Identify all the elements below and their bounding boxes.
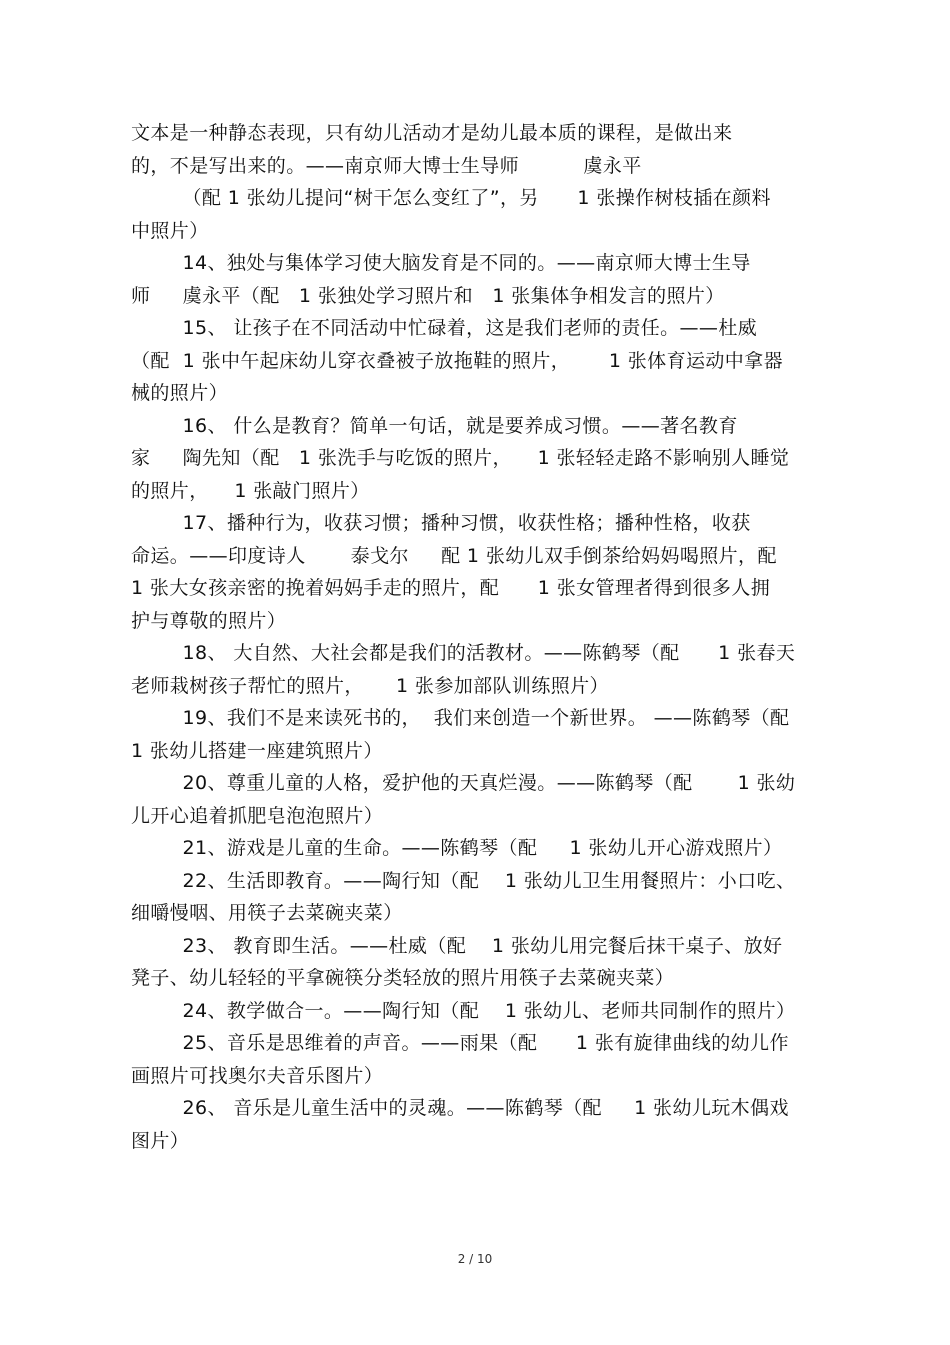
- text-line: 师 虞永平（配 1 张独处学习照片和 1 张集体争相发言的照片）: [131, 284, 725, 307]
- text-line: 命运。——印度诗人 泰戈尔 配 1 张幼儿双手倒茶给妈妈喝照片，配: [131, 544, 777, 567]
- text-line: 22、生活即教育。——陶行知（配 1 张幼儿卫生用餐照片：小口吃、: [131, 869, 796, 892]
- text-line: 家 陶先知（配 1 张洗手与吃饭的照片， 1 张轻轻走路不影响别人睡觉: [131, 447, 790, 469]
- text-line: 19、我们不是来读死书的， 我们来创造一个新世界。 ——陈鹤琴（配: [131, 707, 790, 729]
- text-line: 中照片）: [131, 219, 209, 242]
- text-line: 20、尊重儿童的人格，爱护他的天真烂漫。——陈鹤琴（配 1 张幼: [131, 772, 796, 794]
- text-line: （配 1 张幼儿提问“树干怎么变红了”，另 1 张操作树枝插在颜料: [131, 187, 771, 209]
- text-line: 械的照片）: [131, 382, 229, 404]
- text-line: 的照片， 1 张敲门照片）: [131, 479, 370, 502]
- page-number: 2 / 10: [457, 1252, 493, 1266]
- text-line: 护与尊敬的照片）: [131, 609, 287, 632]
- text-line: 24、教学做合一。——陶行知（配 1 张幼儿、老师共同制作的照片）: [131, 999, 796, 1022]
- text-line: 16、 什么是教育？简单一句话，就是要养成习惯。——著名教育: [131, 414, 738, 437]
- text-line: 凳子、幼儿轻轻的平拿碗筷分类轻放的照片用筷子去菜碗夹菜）: [131, 967, 675, 989]
- text-line: 21、游戏是儿童的生命。——陈鹤琴（配 1 张幼儿开心游戏照片）: [131, 837, 783, 859]
- text-line: 23、 教育即生活。——杜威（配 1 张幼儿用完餐后抹干桌子、放好: [131, 934, 783, 957]
- text-line: 细嚼慢咽、用筷子去菜碗夹菜）: [131, 902, 403, 924]
- text-line: 画照片可找奥尔夫音乐图片）: [131, 1064, 384, 1087]
- text-line: 25、音乐是思维着的声音。——雨果（配 1 张有旋律曲线的幼儿作: [131, 1032, 789, 1054]
- text-line: 老师栽树孩子帮忙的照片， 1 张参加部队训练照片）: [131, 674, 609, 697]
- text-line: 15、 让孩子在不同活动中忙碌着，这是我们老师的责任。——杜威: [131, 317, 758, 339]
- text-line: 18、 大自然、大社会都是我们的活教材。——陈鹤琴（配 1 张春天: [131, 642, 796, 664]
- text-line: （配 1 张中午起床幼儿穿衣叠被子放拖鞋的照片， 1 张体育运动中拿器: [131, 349, 783, 372]
- text-line: 17、播种行为，收获习惯；播种习惯，收获性格；播种性格，收获: [131, 512, 751, 534]
- text-line: 1 张幼儿搭建一座建筑照片）: [131, 739, 383, 762]
- text-line: 26、 音乐是儿童生活中的灵魂。——陈鹤琴（配 1 张幼儿玩木偶戏: [131, 1097, 789, 1119]
- text-line: 1 张大女孩亲密的挽着妈妈手走的照片，配 1 张女管理者得到很多人拥: [131, 577, 771, 599]
- text-line: 图片）: [131, 1129, 190, 1152]
- text-line: 文本是一种静态表现，只有幼儿活动才是幼儿最本质的课程，是做出来: [131, 122, 733, 144]
- text-line: 的，不是写出来的。——南京师大博士生导师 虞永平: [131, 154, 642, 177]
- text-line: 儿开心追着抓肥皂泡泡照片）: [131, 804, 384, 827]
- text-line: 14、独处与集体学习使大脑发育是不同的。——南京师大博士生导: [131, 252, 751, 274]
